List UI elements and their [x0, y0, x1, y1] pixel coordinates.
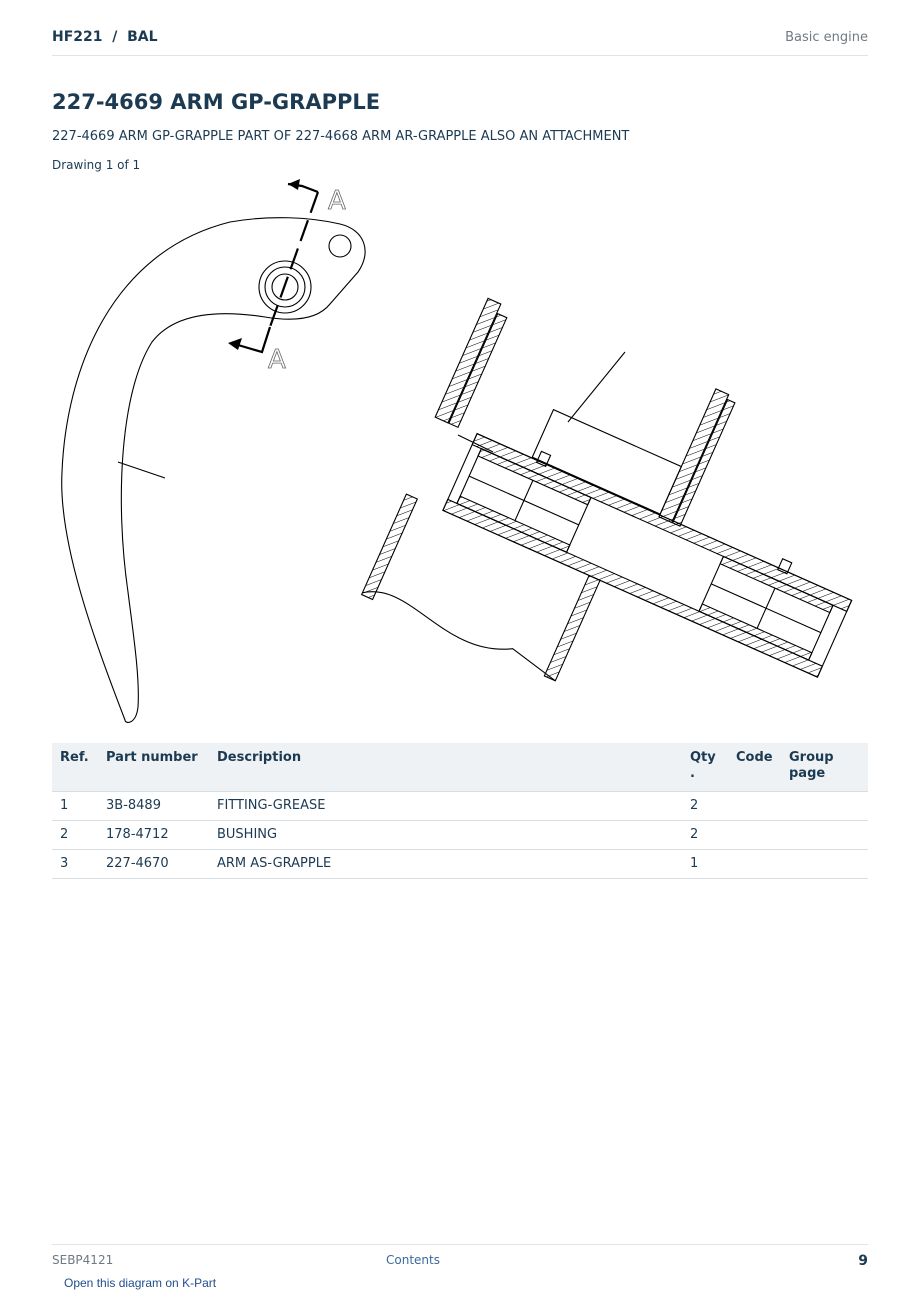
diagram-svg: [40, 172, 880, 732]
page-header: [52, 28, 868, 56]
table-row[interactable]: [52, 821, 868, 850]
cell-code: [728, 821, 781, 850]
cell-description: FITTING-GREASE: [209, 792, 682, 821]
page-number: 9: [858, 1253, 868, 1269]
cell-description: ARM AS-GRAPPLE: [209, 850, 682, 879]
cell-code: [728, 850, 781, 879]
col-code: Code: [728, 743, 781, 792]
drawing-label: Drawing 1 of 1: [52, 158, 141, 172]
cell-part-number[interactable]: 3B-8489: [98, 792, 209, 821]
pin-hole: [329, 235, 351, 257]
table-row[interactable]: [52, 850, 868, 879]
table-row[interactable]: [52, 792, 868, 821]
col-part-number: Part number: [98, 743, 209, 792]
table-header-row: [52, 743, 868, 792]
arrow-bottom: [228, 338, 242, 350]
col-qty: Qty .: [682, 743, 728, 792]
section-view: [357, 289, 880, 732]
cell-group-page: [781, 792, 868, 821]
cell-qty: 2: [682, 821, 728, 850]
breadcrumb: HF221 / BAL: [52, 29, 158, 45]
contents-link[interactable]: Contents: [386, 1253, 440, 1267]
page-subtitle: 227-4669 ARM GP-GRAPPLE PART OF 227-4668 ARM AR-GRAPPLE ALSO AN ATTACHMENT: [52, 129, 630, 144]
section-mark-top: A: [328, 186, 346, 216]
cell-qty: 2: [682, 792, 728, 821]
cell-code: [728, 792, 781, 821]
arrow-top: [288, 179, 300, 190]
cell-part-number[interactable]: 178-4712: [98, 821, 209, 850]
page-footer: [52, 1244, 868, 1269]
col-group-page: Group page: [781, 743, 868, 792]
section-name: Basic engine: [785, 30, 868, 45]
arm-outline: [62, 218, 365, 723]
document-id: SEBP4121: [52, 1253, 114, 1267]
section-mark-bottom: A: [268, 345, 286, 375]
cell-group-page: [781, 850, 868, 879]
page-title: 227-4669 ARM GP-GRAPPLE: [52, 90, 381, 114]
col-ref: Ref.: [52, 743, 98, 792]
cell-part-number[interactable]: 227-4670: [98, 850, 209, 879]
cell-description: BUSHING: [209, 821, 682, 850]
cell-ref: 1: [52, 792, 98, 821]
cell-ref: 2: [52, 821, 98, 850]
kpart-link[interactable]: Open this diagram on K-Part: [64, 1276, 217, 1290]
cell-group-page: [781, 821, 868, 850]
cell-ref: 3: [52, 850, 98, 879]
parts-diagram[interactable]: [40, 172, 880, 732]
cell-qty: 1: [682, 850, 728, 879]
col-description: Description: [209, 743, 682, 792]
parts-table: [52, 743, 868, 879]
